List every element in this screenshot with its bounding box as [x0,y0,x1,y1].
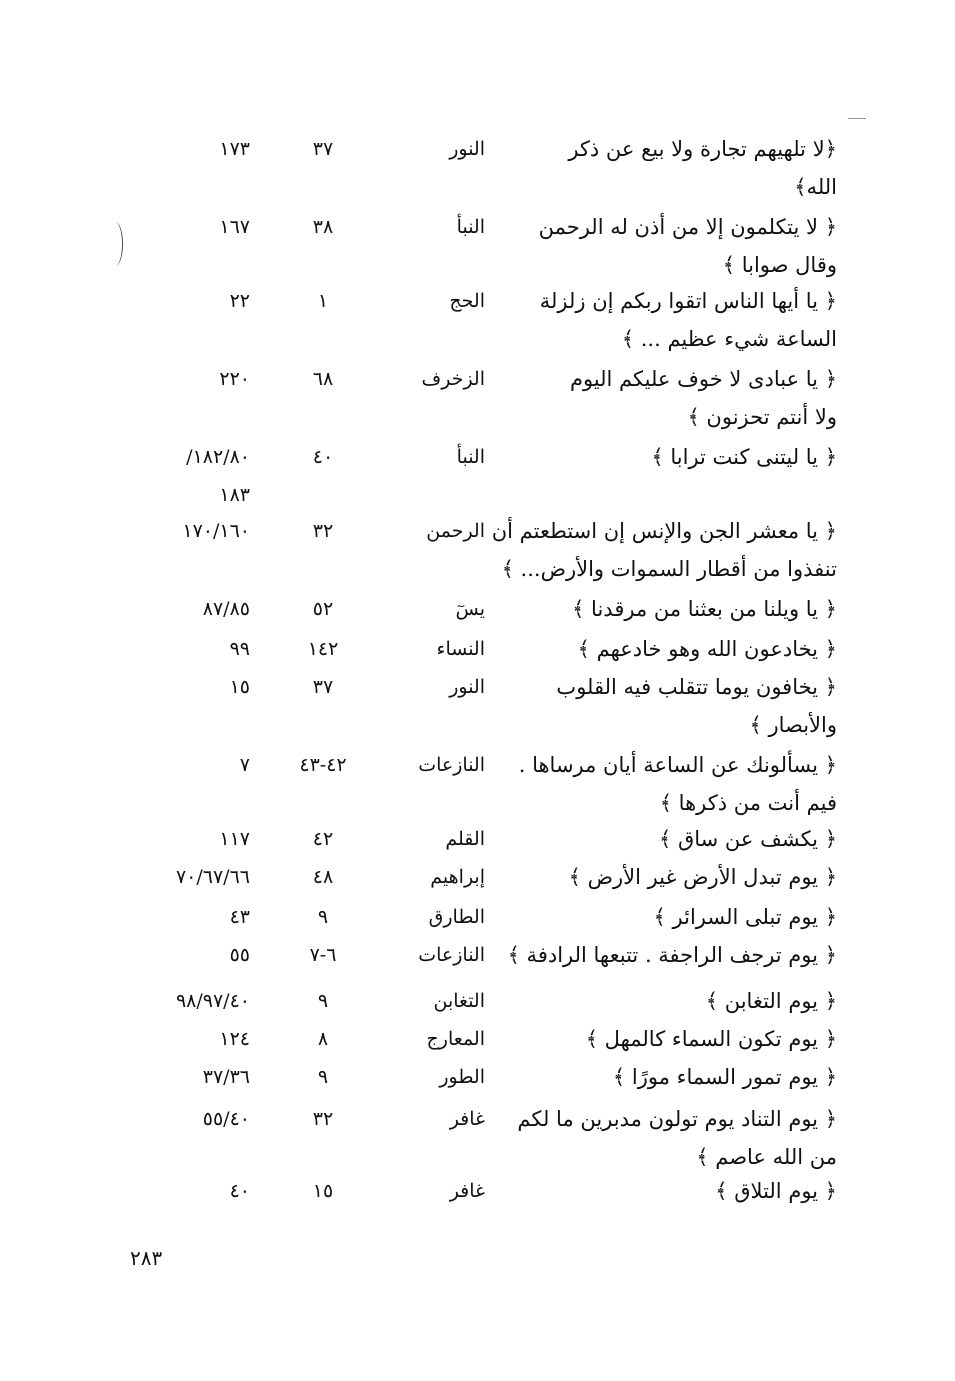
page-references [120,512,250,550]
verse-text [497,982,837,1020]
ayah-number: ٦٨ [312,368,334,390]
ayah-number: ٤٢ [312,828,334,850]
page-references [120,982,250,1020]
surah-name: إبراهيم [430,866,485,888]
ayah-number: ٥٢ [312,598,334,620]
verse-text [497,668,837,744]
surah-name: التغابن [433,990,485,1012]
page-reference-line: ٧٠/٦٧/٦٦ [175,866,250,888]
verse-text [497,1020,837,1058]
page-references [120,282,250,320]
page-reference-line: ١٦٧ [219,216,250,238]
verse-line: ﴿ يا ليتنى كنت ترابا ﴾ [651,445,837,469]
surah-name: النازعات [418,944,485,966]
ayah-number: ٤٢-٤٣ [299,754,347,776]
verse-line: ﴿ يا أيها الناس اتقوا ربكم إن زلزلة [539,289,837,313]
verse-text [497,820,837,858]
verse-line: ﴿ يوم التلاق ﴾ [715,1179,837,1203]
verse-text [497,130,837,206]
surah-name: المعارج [426,1028,485,1050]
page-reference-line: ١٢٤ [219,1028,250,1050]
verse-text [497,208,837,284]
ayah-number: ٨ [317,1028,329,1050]
page-reference-line: ٩٩ [229,638,250,660]
ayah-number: ٣٢ [312,1108,334,1130]
page-references [120,936,250,974]
ayah-number: ١٤٢ [307,638,339,660]
surah-name: النور [449,676,485,698]
surah-name: النازعات [418,754,485,776]
page-references [120,1020,250,1058]
verse-line: ﴿ يوم تبدل الأرض غير الأرض ﴾ [568,865,837,889]
verse-text [497,1100,837,1176]
verse-text [497,360,837,436]
surah-name: القلم [445,828,485,850]
ayah-number: ٩ [317,1066,329,1088]
page-reference-line: ١١٧ [219,828,250,850]
page-references [120,590,250,628]
surah-name: غافر [449,1180,485,1202]
ayah-number: ٦-٧ [309,944,337,966]
surah-name: الطور [439,1066,485,1088]
page-references [120,630,250,668]
page-reference-line: ٤٣ [229,906,250,928]
verse-line: ﴿ يكشف عن ساق ﴾ [658,827,837,851]
surah-name: النبأ [456,216,485,238]
verse-line: ﴿ يسألونك عن الساعة أيان مرساها . [518,753,837,777]
surah-name: الزخرف [421,368,485,390]
page-reference-line: ٥٥ [229,944,250,966]
verse-line: ولا أنتم تحزنون ﴾ [687,405,837,429]
ayah-number: ٣٧ [312,138,334,160]
page-reference-line: ٤٠ [229,1180,250,1202]
page-reference-line: ١٨٣ [219,484,250,506]
top-mark [848,118,866,119]
page-references [120,1100,250,1138]
verse-text [491,512,837,588]
verse-line: ﴿ يا عبادى لا خوف عليكم اليوم [569,367,837,391]
verse-text [497,858,837,896]
page-reference-line: ٢٢ [229,290,250,312]
verse-line: ﴿ يوم التناد يوم تولون مدبرين ما لكم [517,1107,837,1131]
page-references [120,668,250,706]
surah-name: الرحمن [426,520,485,542]
page-references [120,208,250,246]
verse-line: ﴿ يوم تمور السماء مورًا ﴾ [612,1065,837,1089]
verse-line: ﴿ يوم تكون السماء كالمهل ﴾ [585,1027,837,1051]
page-reference-line: ١٧٣ [219,138,250,160]
verse-line: ﴿ لا يتكلمون إلا من أذن له الرحمن [538,215,837,239]
page-references [120,898,250,936]
verse-line: ﴿لا تلهيهم تجارة ولا بيع عن ذكر [568,137,837,161]
ayah-number: ٤٨ [312,866,334,888]
page-references [120,1172,250,1210]
verse-line: ﴿ يوم التغابن ﴾ [705,989,837,1013]
verse-line: ﴿ يخادعون الله وهو خادعهم ﴾ [577,637,837,661]
verse-line: الساعة شيء عظيم ... ﴾ [621,327,837,351]
page-references [120,1058,250,1096]
verse-text [497,282,837,358]
verse-line: ﴿ يخافون يوما تتقلب فيه القلوب [556,675,837,699]
verse-line: من الله عاصم ﴾ [696,1145,837,1169]
verse-text [497,590,837,628]
verse-line: ﴿ يا معشر الجن والإنس إن استطعتم أن [491,519,837,543]
surah-name: يسٓ [455,598,485,620]
ayah-number: ٣٨ [312,216,334,238]
verse-text [497,1172,837,1210]
verse-text [497,746,837,822]
surah-name: غافر [449,1108,485,1130]
ayah-number: ١٥ [312,1180,334,1202]
page-references [120,130,250,168]
page-references [120,438,250,514]
ayah-number: ٩ [317,906,329,928]
ayah-number: ٩ [317,990,329,1012]
verse-text [497,438,837,476]
surah-name: النبأ [456,446,485,468]
surah-name: النساء [436,638,485,660]
ayah-number: ٣٢ [312,520,334,542]
page-reference-line: ٣٧/٣٦ [202,1066,250,1088]
ayah-number: ٤٠ [312,446,334,468]
verse-line: الله﴾ [794,175,837,199]
page-reference-line: ٢٢٠ [219,368,250,390]
ayah-number: ٣٧ [312,676,334,698]
surah-name: الحج [449,290,485,312]
page-reference-line: ١٥ [229,676,250,698]
page-references [120,820,250,858]
verse-line: تنفذوا من أقطار السموات والأرض... ﴾ [501,557,837,581]
verse-line: ﴿ يوم ترجف الراجفة . تتبعها الرادفة ﴾ [507,943,837,967]
verse-line: وقال صوابا ﴾ [722,253,837,277]
verse-text [497,936,837,974]
page-number: ٢٨٣ [130,1246,163,1270]
page-reference-line: ٥٥/٤٠ [202,1108,250,1130]
surah-name: الطارق [428,906,485,928]
page-references [120,746,250,784]
verse-text [497,898,837,936]
page-reference-line: ٧ [239,754,250,776]
surah-name: النور [449,138,485,160]
verse-text [497,1058,837,1096]
verse-line: فيم أنت من ذكرها ﴾ [659,791,837,815]
page-reference-line: /١٨٢/٨٠ [186,446,250,468]
page-references [120,360,250,398]
page-reference-line: ٨٧/٨٥ [202,598,250,620]
verse-line: ﴿ يوم تبلى السرائر ﴾ [653,905,837,929]
page-reference-line: ٩٨/٩٧/٤٠ [175,990,250,1012]
page-reference-line: ١٧٠/١٦٠ [182,520,250,542]
ayah-number: ١ [317,290,329,312]
page-references [120,858,250,896]
verse-text [497,630,837,668]
verse-line: والأبصار ﴾ [749,713,837,737]
verse-line: ﴿ يا ويلنا من بعثنا من مرقدنا ﴾ [572,597,837,621]
